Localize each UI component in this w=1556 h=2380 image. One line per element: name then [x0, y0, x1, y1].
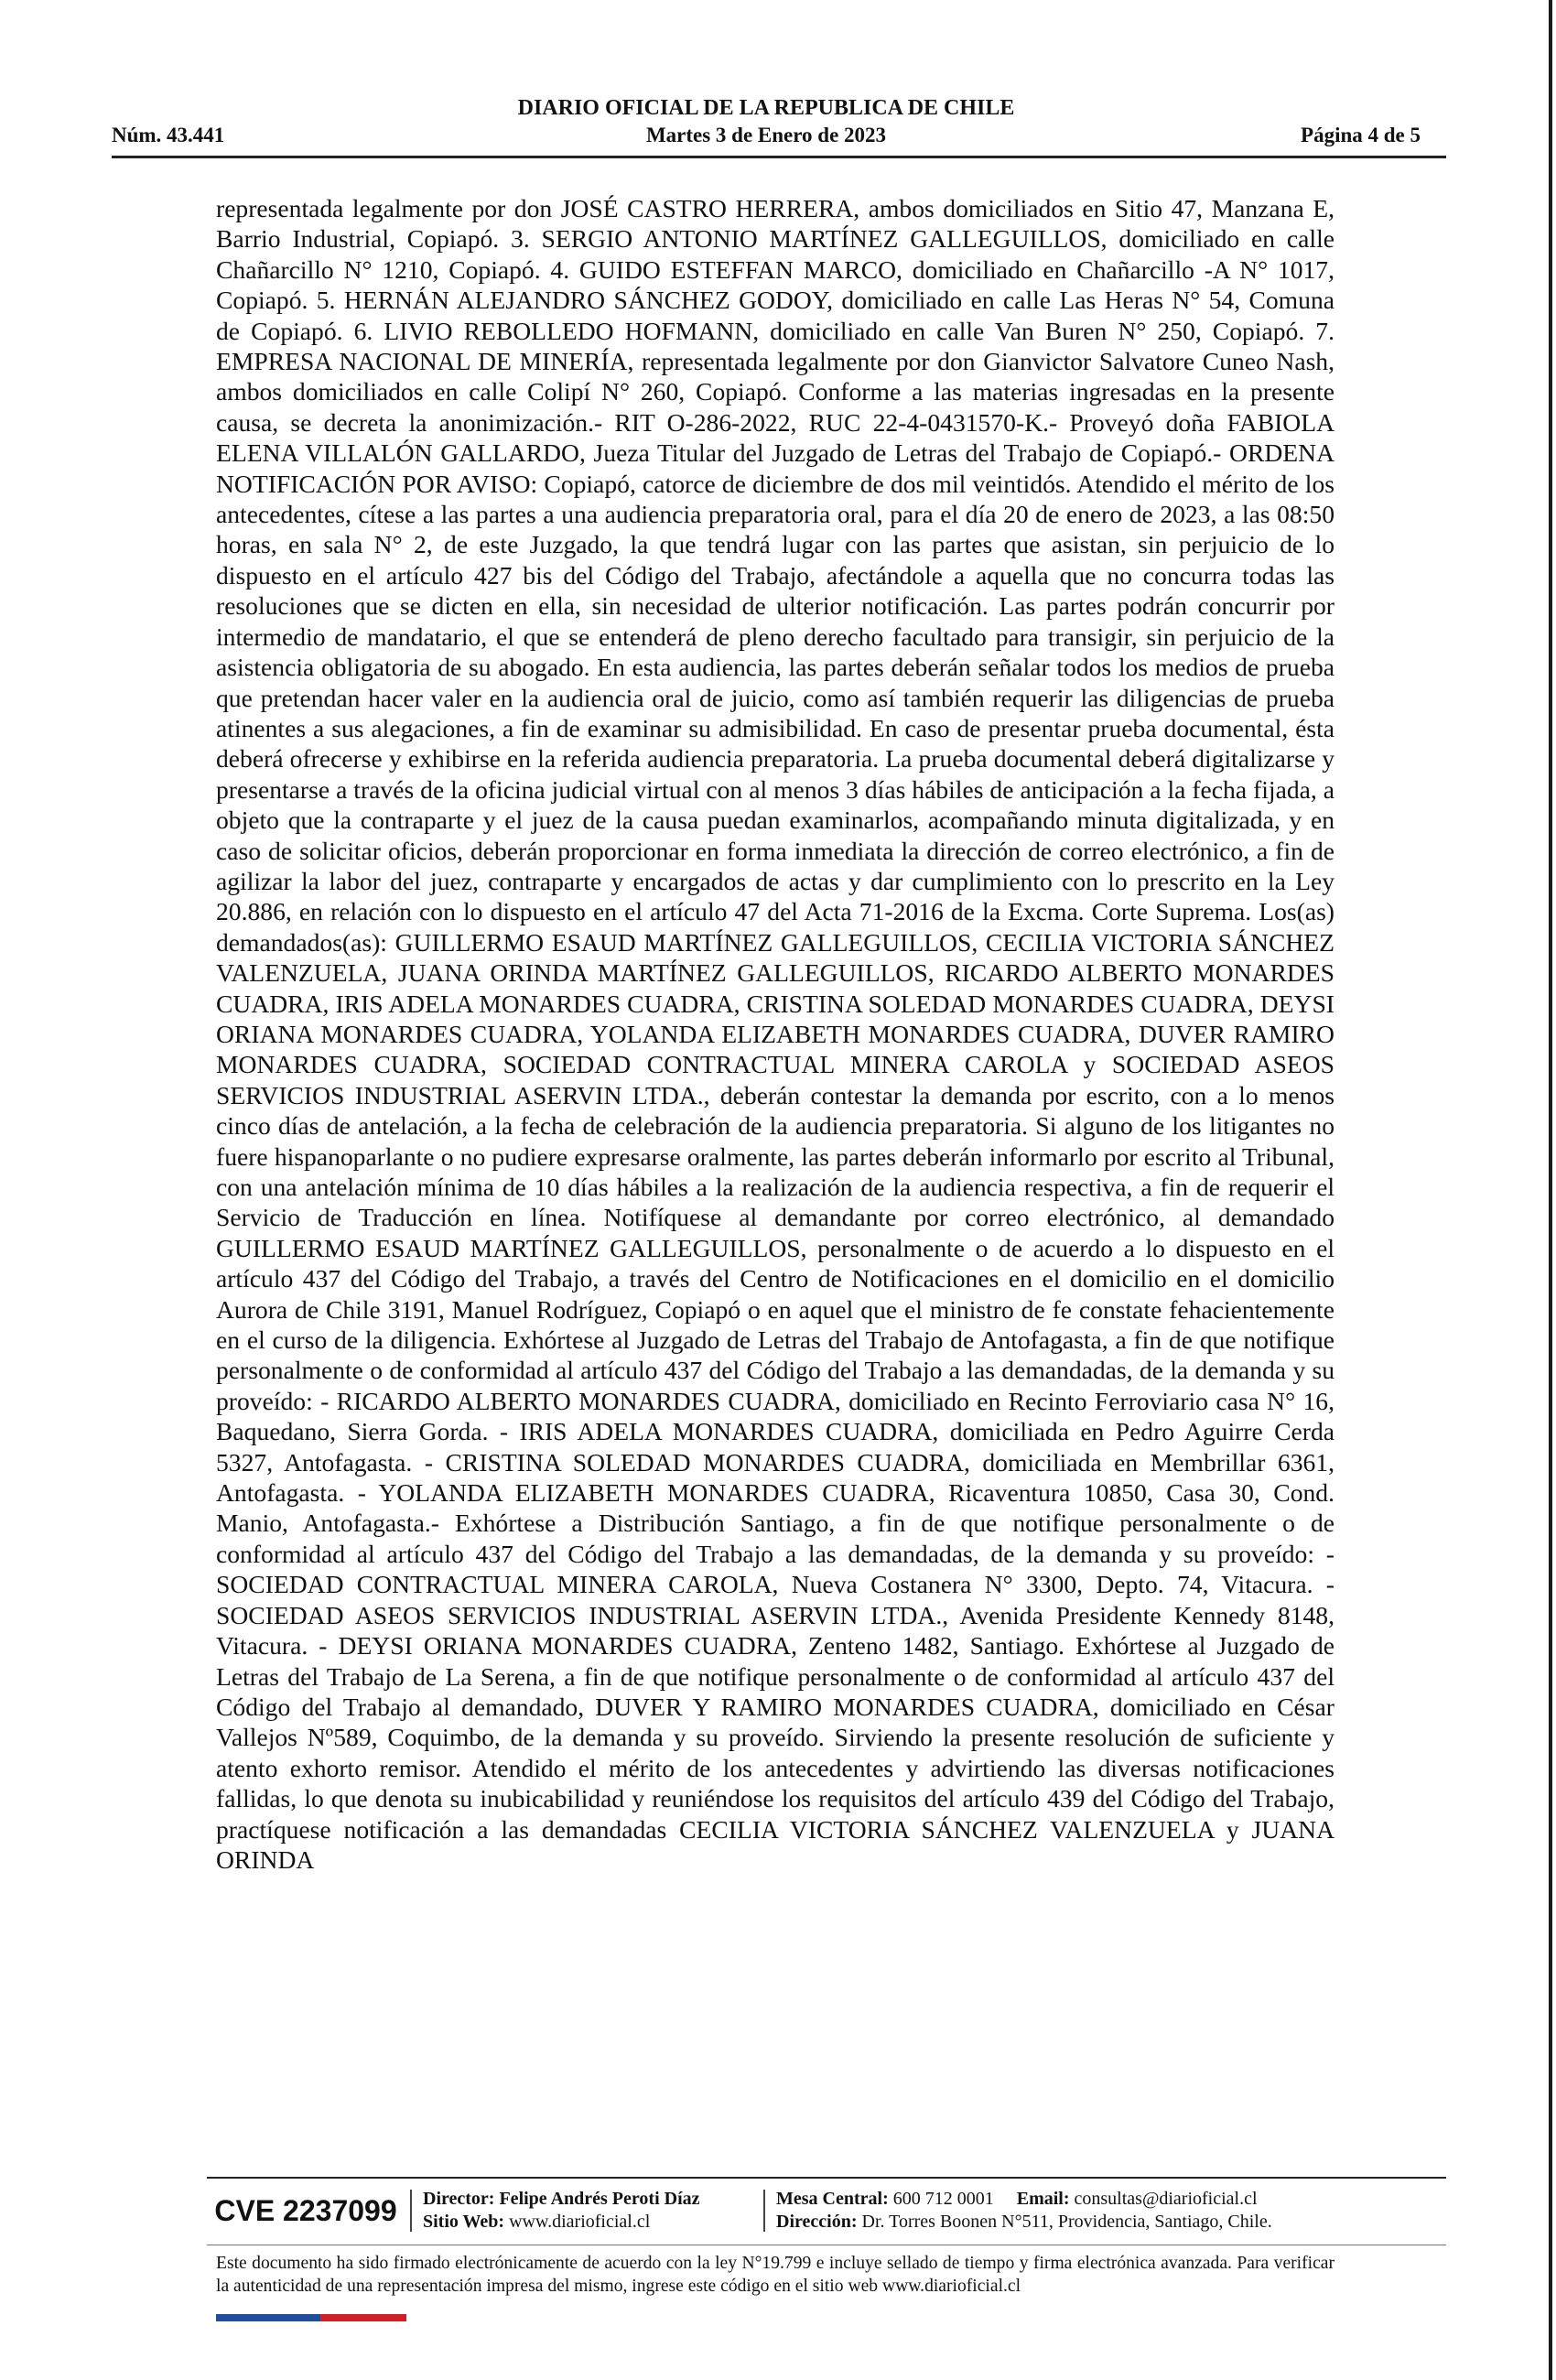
footer-divider	[207, 2177, 1446, 2179]
footer-separator	[410, 2190, 412, 2232]
address-text: Dr. Torres Boonen N°511, Providencia, Santiago, Chile.	[861, 2212, 1272, 2232]
website-link[interactable]: www.diarioficial.cl	[509, 2212, 651, 2232]
address-line	[776, 2211, 1272, 2234]
flag-bar-blue	[216, 2314, 320, 2321]
page-number: Página 4 de 5	[1301, 124, 1421, 146]
issue-number: Núm. 43.441	[112, 124, 225, 146]
cve-code: CVE 2237099	[214, 2194, 397, 2227]
flag-bar-red	[320, 2314, 406, 2321]
contact-line	[776, 2188, 1258, 2211]
phone-label: Mesa Central:	[776, 2189, 889, 2209]
footer-separator	[763, 2190, 765, 2232]
issue-date: Martes 3 de Enero de 2023	[645, 124, 887, 146]
email-label: Email:	[1016, 2189, 1070, 2209]
director-label: Director:	[423, 2189, 495, 2209]
newspaper-title: DIARIO OFICIAL DE LA REPUBLICA DE CHILE	[517, 96, 1015, 120]
director-name: Felipe Andrés Peroti Díaz	[499, 2189, 700, 2209]
page-edge-line	[1549, 0, 1552, 2380]
body-paragraph: representada legalmente por don JOSÉ CASTRO HERRERA, ambos domiciliados en Sitio 47, Manzana E, Barrio Industrial, Copiapó. 3. SERGIO ANTONIO MARTÍNEZ GALLEGUILLOS, domiciliado en calle Chañarcillo N° 1210, Copiapó. 4. GUIDO ESTEFFAN MARCO, domiciliado en Chañarcillo -A N° 1017, Copiapó. 5. HERNÁN ALEJANDRO SÁNCHEZ GODOY, domiciliado en calle Las Heras N° 54, Comuna de Copiapó. 6. LIVIO REBOLLEDO HOFMANN, domiciliado en calle Van Buren N° 250, Copiapó. 7. EMPRESA NACIONAL DE MINERÍA, representada legalmente por don Gianvictor Salvatore Cuneo Nash, ambos domiciliados en calle Colipí N° 260, Copiapó. Conforme a las materias ingresadas en la presente causa, se decreta la anonimización.- RIT O-286-2022, RUC 22-4-0431570-K.- Proveyó doña FABIOLA ELENA VILLALÓN GALLARDO, Jueza Titular del Juzgado de Letras del Trabajo de Copiapó.- ORDENA NOTIFICACIÓN POR AVISO: Copiapó, catorce de diciembre de dos mil veintidós. Atendido el mérito de los antecedentes, cítese a las partes a una audiencia preparatoria oral, para el día 20 de enero de 2023, a las 08:50 horas, en sala N° 2, de este Juzgado, la que tendrá lugar con las partes que asistan, sin perjuicio de lo dispuesto en el artículo 427 bis del Código del Trabajo, afectándole a aquella que no concurra todas las resoluciones que se dicten en ella, sin necesidad de ulterior notificación. Las partes podrán concurrir por intermedio de mandatario, el que se entenderá de pleno derecho facultado para transigir, sin perjuicio de la asistencia obligatoria de su abogado. En esta audiencia, las partes deberán señalar todos los medios de prueba que pretendan hacer valer en la audiencia oral de juicio, como así también requerir las diligencias de prueba atinentes a sus alegaciones, a fin de examinar su admisibilidad. En caso de presentar prueba documental, ésta deberá ofrecerse y exhibirse en la referida audiencia preparatoria. La prueba documental deberá digitalizarse y presentarse a través de la oficina judicial virtual con al menos 3 días hábiles de anticipación a la fecha fijada, a objeto que la contraparte y el juez de la causa puedan examinarlos, acompañando minuta digitalizada, y en caso de solicitar oficios, deberán proporcionar en forma inmediata la dirección de correo electrónico, a fin de agilizar la labor del juez, contraparte y encargados de actas y dar cumplimiento con lo prescrito en la Ley 20.886, en relación con lo dispuesto en el artículo 47 del Acta 71-2016 de la Excma. Corte Suprema. Los(as) demandados(as): GUILLERMO ESAUD MARTÍNEZ GALLEGUILLOS, CECILIA VICTORIA SÁNCHEZ VALENZUELA, JUANA ORINDA MARTÍNEZ GALLEGUILLOS, RICARDO ALBERTO MONARDES CUADRA, IRIS ADELA MONARDES CUADRA, CRISTINA SOLEDAD MONARDES CUADRA, DEYSI ORIANA MONARDES CUADRA, YOLANDA ELIZABETH MONARDES CUADRA, DUVER RAMIRO MONARDES CUADRA, SOCIEDAD CONTRACTUAL MINERA CAROLA y SOCIEDAD ASEOS SERVICIOS INDUSTRIAL ASERVIN LTDA., deberán contestar la demanda por escrito, con a lo menos cinco días de antelación, a la fecha de celebración de la audiencia preparatoria. Si alguno de los litigantes no fuere hispanoparlante o no pudiere expresarse oralmente, las partes deberán informarlo por escrito al Tribunal, con una antelación mínima de 10 días hábiles a la realización de la audiencia respectiva, a fin de requerir el Servicio de Traducción en línea. Notifíquese al demandante por correo electrónico, al demandado GUILLERMO ESAUD MARTÍNEZ GALLEGUILLOS, personalmente o de acuerdo a lo dispuesto en el artículo 437 del Código del Trabajo, a través del Centro de Notificaciones en el domicilio en el domicilio Aurora de Chile 3191, Manuel Rodríguez, Copiapó o en aquel que el ministro de fe constate fehacientemente en el curso de la diligencia. Exhórtese al Juzgado de Letras del Trabajo de Antofagasta, a fin de que notifique personalmente o de conformidad al artículo 437 del Código del Trabajo a las demandadas, de la demanda y su proveído: - RICARDO ALBERTO MONARDES CUADRA, domiciliado en Recinto Ferroviario casa N° 16, Baquedano, Sierra Gorda. - IRIS ADELA MONARDES CUADRA, domiciliada en Pedro Aguirre Cerda 5327, Antofagasta. - CRISTINA SOLEDAD MONARDES CUADRA, domiciliada en Membrillar 6361, Antofagasta. - YOLANDA ELIZABETH MONARDES CUADRA, Ricaventura 10850, Casa 30, Cond. Manio, Antofagasta.- Exhórtese a Distribución Santiago, a fin de que notifique personalmente o de conformidad al artículo 437 del Código del Trabajo a las demandadas, de la demanda y su proveído: - SOCIEDAD CONTRACTUAL MINERA CAROLA, Nueva Costanera N° 3300, Depto. 74, Vitacura. - SOCIEDAD ASEOS SERVICIOS INDUSTRIAL ASERVIN LTDA., Avenida Presidente Kennedy 8148, Vitacura. - DEYSI ORIANA MONARDES CUADRA, Zenteno 1482, Santiago. Exhórtese al Juzgado de Letras del Trabajo de La Serena, a fin de que notifique personalmente o de conformidad al artículo 437 del Código del Trabajo al demandado, DUVER Y RAMIRO MONARDES CUADRA, domiciliado en César Vallejos Nº589, Coquimbo, de la demanda y su proveído. Sirviendo la presente resolución de suficiente y atento exhorto remisor. Atendido el mérito de los antecedentes y advirtiendo las diversas notificaciones fallidas, lo que denota su inubicabilidad y reuniéndose los requisitos del artículo 439 del Código del Trabajo, practíquese notificación a las demandadas CECILIA VICTORIA SÁNCHEZ VALENZUELA y JUANA ORINDA	[216, 194, 1334, 1874]
website-line	[423, 2211, 650, 2234]
legal-notice: Este documento ha sido firmado electrónicamente de acuerdo con la ley N°19.799 e incluye sellado de tiempo y firma electrónica avanzada. Para verificar la autenticidad de una representación impresa del mismo, ingrese este código en el sitio web www.diarioficial.cl	[216, 2254, 1334, 2296]
header-divider	[112, 156, 1446, 158]
page-header	[112, 94, 1421, 149]
address-label: Dirección:	[776, 2212, 858, 2232]
website-label: Sitio Web:	[423, 2212, 505, 2232]
director-line	[423, 2188, 700, 2211]
phone-number: 600 712 0001	[892, 2189, 994, 2209]
email-link[interactable]: consultas@diarioficial.cl	[1074, 2189, 1258, 2209]
